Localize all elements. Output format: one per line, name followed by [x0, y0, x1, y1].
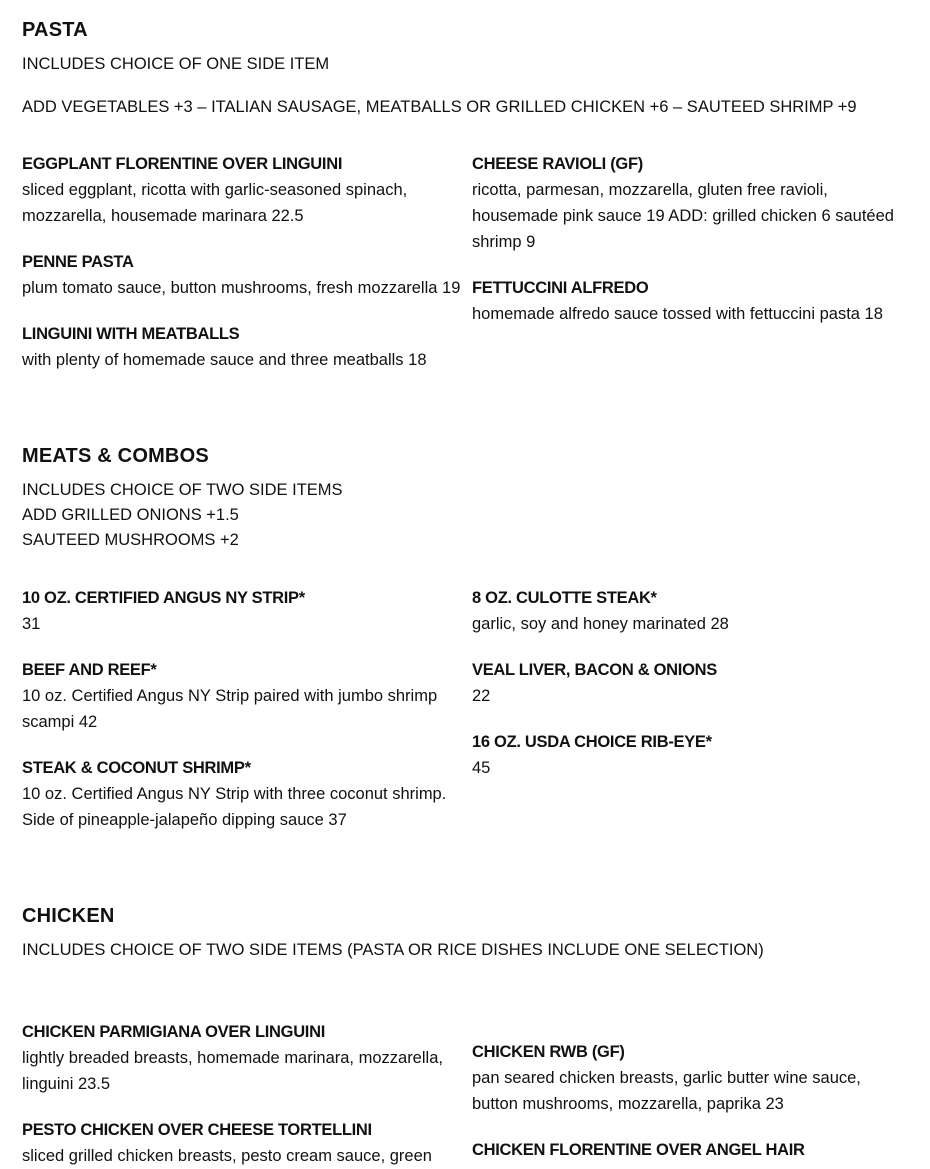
item-name: EGGPLANT FLORENTINE OVER LINGUINI [22, 155, 343, 173]
meats-onions-note: ADD GRILLED ONIONS +1.5 [22, 506, 239, 524]
item-description: 10 oz. Certified Angus NY Strip paired with jumbo shrimp scampi 42 [22, 687, 438, 731]
item-description: 22 [472, 687, 491, 705]
menu-item [22, 249, 462, 301]
item-name: CHEESE RAVIOLI (GF) [472, 155, 643, 173]
item-name: LINGUINI WITH MEATBALLS [22, 325, 240, 343]
item-name: FETTUCCINI ALFREDO [472, 279, 649, 297]
item-description: 31 [22, 615, 41, 633]
item-description: homemade alfredo sauce tossed with fettuccini pasta 18 [472, 305, 883, 323]
item-name: VEAL LIVER, BACON & ONIONS [472, 661, 717, 679]
item-description: sliced grilled chicken breasts, pesto cream sauce, green [22, 1147, 432, 1165]
meats-section [22, 444, 912, 549]
item-name: CHICKEN RWB (GF) [472, 1043, 625, 1061]
menu-item [472, 275, 912, 327]
pasta-section-title: PASTA [22, 19, 88, 41]
menu-item [22, 585, 462, 637]
item-description: 45 [472, 759, 491, 777]
item-name: 10 OZ. CERTIFIED ANGUS NY STRIP* [22, 589, 305, 607]
meats-side-note: INCLUDES CHOICE OF TWO SIDE ITEMS [22, 481, 343, 499]
item-description: 10 oz. Certified Angus NY Strip with three coconut shrimp. Side of pineapple-jalapeño dipping sauce 37 [22, 785, 447, 829]
item-name: PENNE PASTA [22, 253, 134, 271]
meats-mushrooms-note: SAUTEED MUSHROOMS +2 [22, 531, 239, 549]
menu-item [472, 729, 912, 781]
menu-item [22, 755, 447, 833]
item-name: 8 OZ. CULOTTE STEAK* [472, 589, 657, 607]
meats-section-title: MEATS & COMBOS [22, 445, 209, 467]
item-description: pan seared chicken breasts, garlic butter wine sauce, button mushrooms, mozzarella, paprika 23 [472, 1069, 861, 1113]
menu-item [22, 1019, 447, 1097]
pasta-section [22, 18, 912, 116]
menu-item [22, 657, 447, 735]
item-description: sliced eggplant, ricotta with garlic-seasoned spinach, mozzarella, housemade marinara 22.5 [22, 181, 408, 225]
item-name: STEAK & COCONUT SHRIMP* [22, 759, 251, 777]
item-name: PESTO CHICKEN OVER CHEESE TORTELLINI [22, 1121, 372, 1139]
menu-item [472, 151, 902, 255]
pasta-side-note: INCLUDES CHOICE OF ONE SIDE ITEM [22, 55, 330, 73]
item-name: CHICKEN FLORENTINE OVER ANGEL HAIR [472, 1141, 805, 1159]
chicken-side-note: INCLUDES CHOICE OF TWO SIDE ITEMS (PASTA OR RICE DISHES INCLUDE ONE SELECTION) [22, 941, 764, 959]
menu-item [472, 1039, 904, 1117]
item-description: lightly breaded breasts, homemade marinara, mozzarella, linguini 23.5 [22, 1049, 443, 1093]
item-description: garlic, soy and honey marinated 28 [472, 615, 729, 633]
item-name: BEEF AND REEF* [22, 661, 157, 679]
item-name: 16 OZ. USDA CHOICE RIB-EYE* [472, 733, 712, 751]
item-description: plum tomato sauce, button mushrooms, fresh mozzarella 19 [22, 279, 461, 297]
item-description: ricotta, parmesan, mozzarella, gluten free ravioli, housemade pink sauce 19 ADD: grilled chicken 6 sautéed shrimp 9 [472, 181, 894, 251]
chicken-section [22, 904, 912, 959]
menu-item [472, 657, 912, 709]
menu-item [22, 321, 462, 373]
menu-item [22, 1117, 447, 1169]
item-name: CHICKEN PARMIGIANA OVER LINGUINI [22, 1023, 325, 1041]
chicken-section-title: CHICKEN [22, 905, 115, 927]
menu-item [472, 1137, 912, 1163]
item-description: with plenty of homemade sauce and three meatballs 18 [22, 351, 427, 369]
menu-item [472, 585, 912, 637]
pasta-addons-note: ADD VEGETABLES +3 – ITALIAN SAUSAGE, MEATBALLS OR GRILLED CHICKEN +6 – SAUTEED SHRIMP +9 [22, 98, 857, 116]
menu-item [22, 151, 447, 229]
